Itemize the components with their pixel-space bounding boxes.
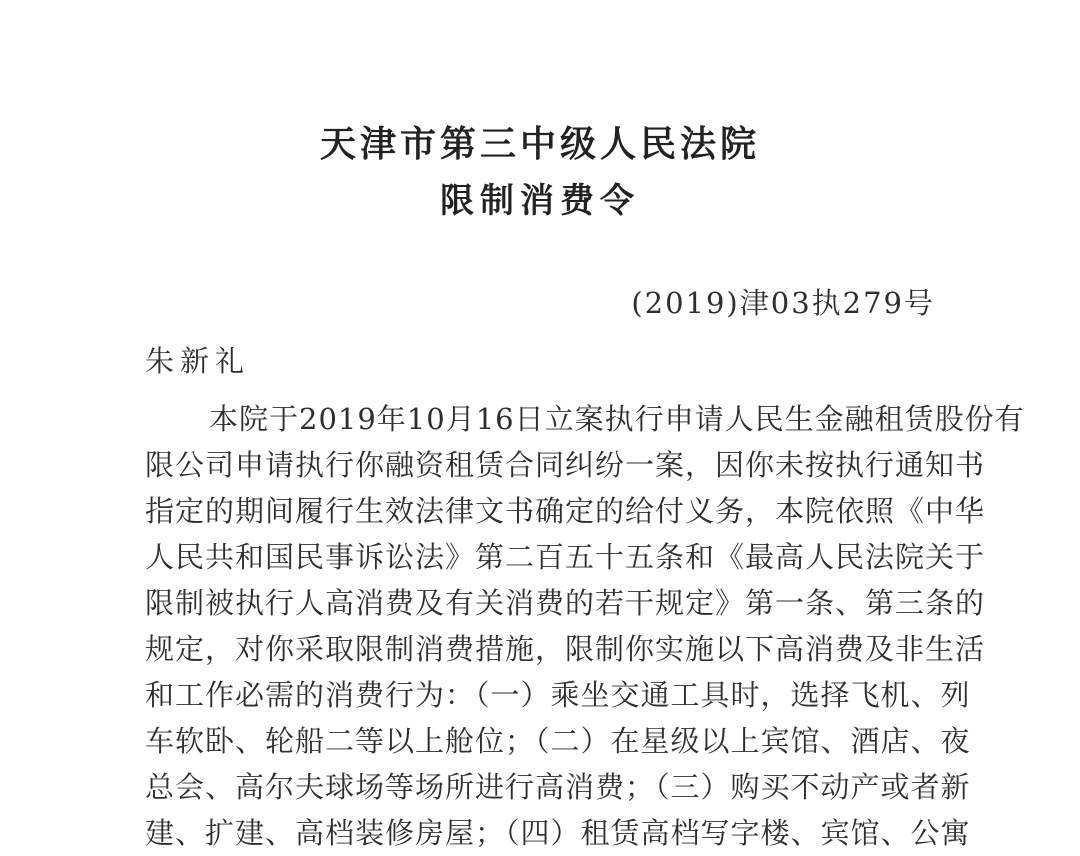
- body-line: 本院于2019年10月16日立案执行申请人民生金融租赁股份有: [209, 402, 1025, 436]
- body-line: 限制被执行人高消费及有关消费的若干规定》第一条、第三条的: [145, 586, 986, 620]
- body-line: 总会、高尔夫球场等场所进行高消费；（三）购买不动产或者新: [145, 770, 971, 804]
- body-line: 建、扩建、高档装修房屋；（四）租赁高档写字楼、宾馆、公寓: [145, 816, 971, 850]
- court-name-heading: 天津市第三中级人民法院: [319, 123, 760, 165]
- addressee-name: 朱新礼: [145, 344, 251, 378]
- case-number: (2019)津03执279号: [631, 286, 935, 320]
- document-title: 限制消费令: [440, 181, 640, 221]
- body-line: 指定的期间履行生效法律文书确定的给付义务，本院依照《中华: [145, 494, 986, 528]
- body-line: 限公司申请执行你融资租赁合同纠纷一案，因你未按执行通知书: [145, 448, 986, 482]
- document-content: [145, 0, 1025, 856]
- body-line: 人民共和国民事诉讼法》第二百五十五条和《最高人民法院关于: [145, 540, 986, 574]
- body-line: 和工作必需的消费行为：（一）乘坐交通工具时，选择飞机、列: [145, 678, 971, 712]
- document-body: [145, 396, 1025, 856]
- body-line: 规定，对你采取限制消费措施，限制你实施以下高消费及非生活: [145, 632, 986, 666]
- body-line: 车软卧、轮船二等以上舱位；（二）在星级以上宾馆、酒店、夜: [145, 724, 971, 758]
